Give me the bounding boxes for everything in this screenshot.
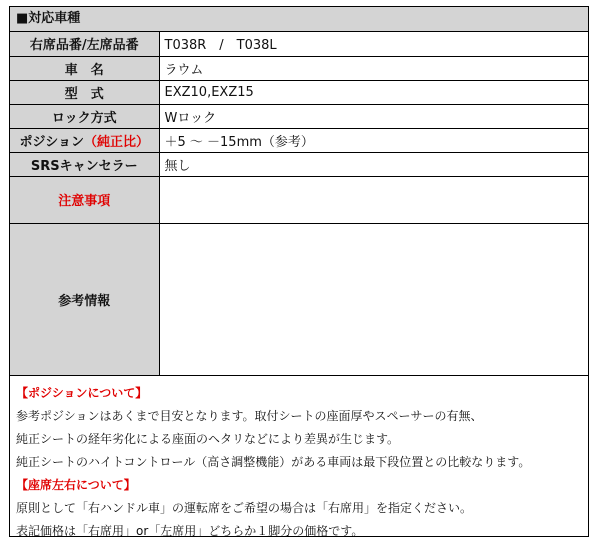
position-label-text: ポジション <box>19 134 84 150</box>
table-row <box>10 32 588 56</box>
reference-value <box>159 223 588 375</box>
seat-number-value: T038R / T038L <box>159 32 588 56</box>
car-name-label: 車 名 <box>10 56 159 80</box>
lock-type-value: Wロック <box>159 104 588 128</box>
reference-label: 参考情報 <box>10 223 159 375</box>
position-note-line: 参考ポジションはあくまで目安となります。取付シートの座面厚やスペーサーの有無、 <box>16 409 483 423</box>
srs-canceller-value: 無し <box>159 152 588 176</box>
seat-notes-header: 【座席左右について】 <box>16 478 136 492</box>
seat-note-line: 表記価格は「右席用」or「左席用」どちらか１脚分の価格です。 <box>16 524 364 538</box>
spec-table <box>10 32 588 376</box>
caution-label: 注意事項 <box>10 176 159 223</box>
table-row <box>10 56 588 80</box>
caution-value <box>159 176 588 223</box>
srs-canceller-label: SRSキャンセラー <box>10 152 159 176</box>
table-row <box>10 80 588 104</box>
seat-note-line: 原則として「右ハンドル車」の運転席をご希望の場合は「右席用」を指定ください。 <box>16 501 473 515</box>
table-row <box>10 104 588 128</box>
table-row <box>10 152 588 176</box>
table-row <box>10 128 588 152</box>
model-value: EXZ10,EXZ15 <box>159 80 588 104</box>
position-label-note: （純正比） <box>83 134 149 150</box>
car-name-value: ラウム <box>159 56 588 80</box>
table-row <box>10 176 588 223</box>
position-notes-header: 【ポジションについて】 <box>16 386 148 400</box>
section-title: ■対応車種 <box>10 7 588 32</box>
position-value: ＋5 〜 －15mm（参考） <box>159 128 588 152</box>
lock-type-label: ロック方式 <box>10 104 159 128</box>
spec-sheet <box>9 6 589 537</box>
seat-number-label: 右席品番/左席品番 <box>10 32 159 56</box>
table-row <box>10 223 588 375</box>
model-label: 型 式 <box>10 80 159 104</box>
position-note-line: 純正シートの経年劣化による座面のヘタリなどにより差異が生じます。 <box>16 432 400 446</box>
position-note-line: 純正シートのハイトコントロール（高さ調整機能）がある車両は最下段位置との比較なります。 <box>16 455 531 469</box>
position-label <box>10 128 159 152</box>
notes-section <box>10 375 588 537</box>
